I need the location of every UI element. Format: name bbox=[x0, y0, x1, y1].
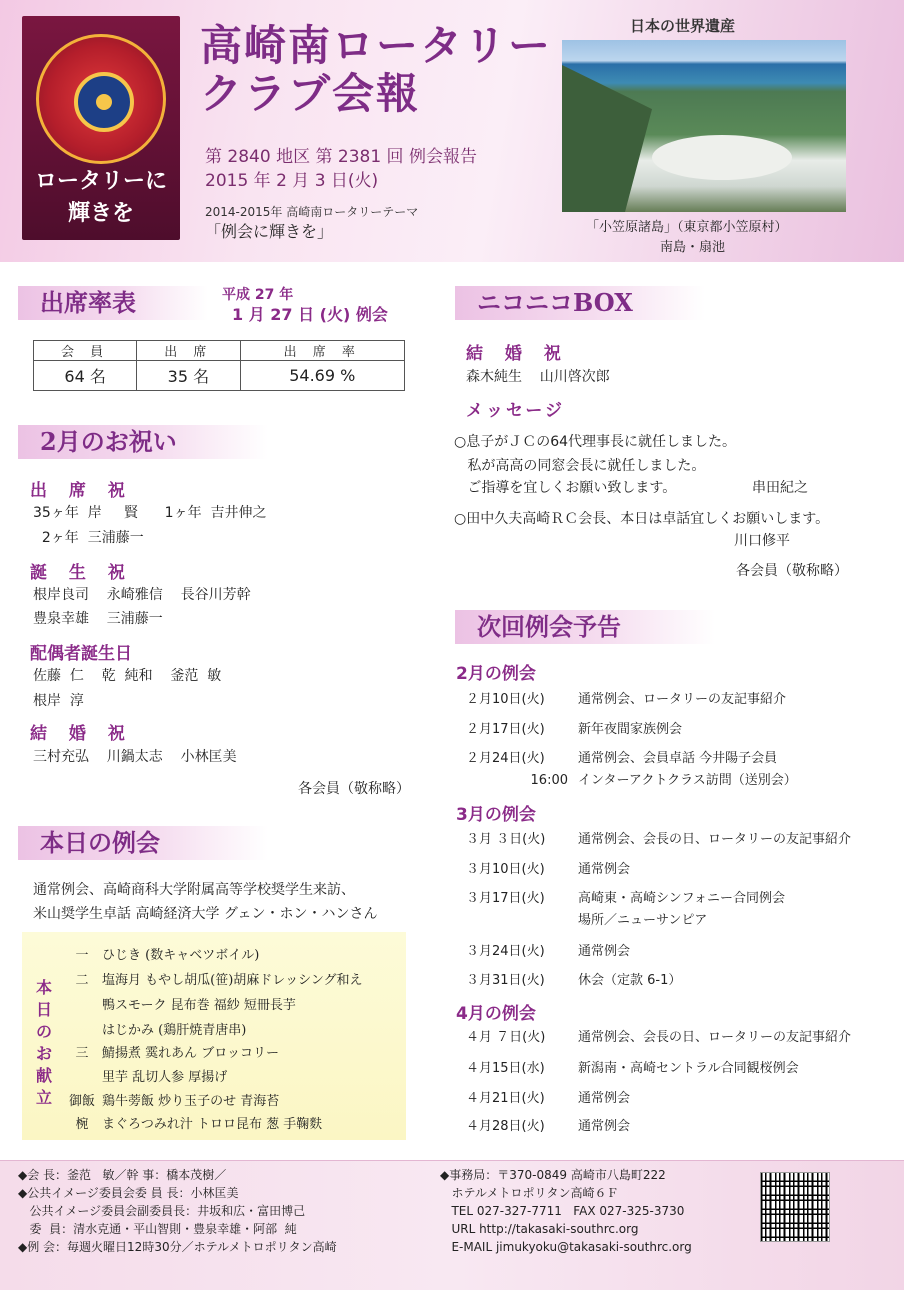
footer-officers: 公共イメージ委員会副委員長：井坂和広・富田博己 bbox=[18, 1204, 306, 1218]
theme-year: 2014-2015年 高崎南ロータリーテーマ bbox=[205, 205, 419, 219]
nikoniko-section-title: ニコニコBOX bbox=[455, 286, 705, 320]
footer-office: ホテルメトロポリタン高崎６Ｆ bbox=[440, 1186, 619, 1200]
photo-caption: 「小笠原諸島」（東京都小笠原村） bbox=[586, 220, 788, 235]
schedule-item: ３月24日(火) 通常例会 bbox=[466, 944, 631, 959]
footer-officers: 委 員：清水克通・平山智則・豊泉幸雄・阿部 純 bbox=[18, 1222, 297, 1236]
footer-officers: ◆公共イメージ委員会委 員 長：小林匡美 bbox=[18, 1186, 239, 1200]
table-cell: 54.69 % bbox=[240, 361, 405, 391]
attendance-date: 1 月 27 日 (火) 例会 bbox=[232, 305, 388, 324]
schedule-item: ４月21日(火) 通常例会 bbox=[466, 1091, 631, 1106]
list-item: 佐藤 仁 乾 純和 釜范 敏 bbox=[33, 668, 222, 684]
list-item: 35ヶ年 岸 賢 1ヶ年 吉井伸之 bbox=[33, 505, 267, 521]
today-description: 米山奨学生卓話 高崎経済大学 グェン・ホン・ハンさん bbox=[33, 906, 378, 922]
message-signer: 川口修平 bbox=[734, 533, 790, 549]
list-item: 2ヶ年 三浦藤一 bbox=[33, 530, 144, 546]
schedule-item: ４月 ７日(火) 通常例会、会長の日、ロータリーの友記事紹介 bbox=[466, 1030, 852, 1045]
club-theme: 「例会に輝きを」 bbox=[205, 222, 334, 241]
table-header: 出 席 率 bbox=[240, 341, 405, 361]
table-cell: 35 名 bbox=[137, 361, 240, 391]
meeting-info: 第 2840 地区 第 2381 回 例会報告 2015 年 2 月 3 日(火) bbox=[205, 147, 477, 191]
lantern-emblem bbox=[36, 34, 166, 164]
schedule-item: ２月10日(火) 通常例会、ロータリーの友記事紹介 bbox=[466, 692, 787, 707]
menu-row: 二 塩海月 もやし胡瓜(笹)胡麻ドレッシング和え bbox=[75, 973, 363, 988]
menu-row: 鴨スモーク 昆布巻 福紗 短冊長芋 bbox=[102, 998, 296, 1013]
honorific-note: 各会員（敬称略） bbox=[736, 563, 848, 579]
rotary-wheel-icon bbox=[74, 72, 134, 132]
menu-row: はじかみ (鶏肝焼青唐串) bbox=[102, 1023, 247, 1038]
attendance-table bbox=[33, 340, 405, 391]
list-item: 豊泉幸雄 三浦藤一 bbox=[33, 611, 163, 627]
heritage-photo bbox=[562, 40, 846, 212]
menu-row: 御飯 鶏牛蒡飯 炒り玉子のせ 青海苔 bbox=[68, 1094, 280, 1109]
menu-row: 一 ひじき (数キャベツボイル) bbox=[75, 948, 260, 963]
today-section-title: 本日の例会 bbox=[18, 826, 268, 860]
schedule-item: ２月24日(火) 通常例会、会員卓話 今井陽子会員 bbox=[466, 751, 778, 766]
message-line: 私が高高の同窓会長に就任しました。 bbox=[454, 458, 706, 474]
footer-meeting-time: ◆例 会：毎週火曜日12時30分／ホテルメトロポリタン高崎 bbox=[18, 1240, 337, 1254]
schedule-item: ４月15日(水) 新潟南・高崎セントラル合同観桜例会 bbox=[466, 1061, 799, 1076]
message-line: ご指導を宜しくお願い致します。 bbox=[454, 480, 677, 496]
spouse-birthday-title: 配偶者誕生日 bbox=[30, 644, 132, 664]
schedule-item: ４月28日(火) 通常例会 bbox=[466, 1119, 631, 1134]
schedule-item: 場所／ニューサンピア bbox=[578, 913, 708, 928]
attendance-date-year: 平成 27 年 bbox=[222, 287, 294, 303]
month-title: 3月の例会 bbox=[456, 805, 536, 825]
newsletter-header bbox=[0, 0, 904, 262]
rotary-theme-logo bbox=[22, 16, 180, 240]
list-item: 根岸良司 永崎雅信 長谷川芳幹 bbox=[33, 587, 251, 603]
message-title: メッセージ bbox=[466, 401, 565, 421]
qr-code-icon bbox=[760, 1172, 830, 1242]
logo-caption: ロータリーに 輝きを bbox=[34, 169, 167, 226]
footer-officers: ◆会 長：釜范 敏／幹 事：橋本茂樹／ bbox=[18, 1168, 227, 1182]
menu-box bbox=[22, 932, 406, 1140]
table-header: 会 員 bbox=[34, 341, 137, 361]
today-description: 通常例会、高崎商科大学附属高等学校奨学生来訪、 bbox=[33, 882, 355, 898]
newsletter-title: 高崎南ロータリー クラブ会報 bbox=[200, 21, 553, 118]
list-item: 三村充弘 川鍋太志 小林匡美 bbox=[33, 749, 237, 765]
menu-row: 里芋 乱切人参 厚揚げ bbox=[102, 1070, 228, 1085]
schedule-item: ２月17日(火) 新年夜間家族例会 bbox=[466, 722, 683, 737]
schedule-item: ３月17日(火) 高崎東・高崎シンフォニー合同例会 bbox=[466, 891, 786, 906]
attendance-section-title: 出席率表 bbox=[18, 286, 208, 320]
footer-email[interactable]: E-MAIL jimukyoku@takasaki-southrc.org bbox=[440, 1240, 692, 1254]
schedule-item: ３月31日(火) 休会（定款 6-1） bbox=[466, 973, 682, 988]
schedule-item: ３月10日(火) 通常例会 bbox=[466, 862, 631, 877]
month-title: 2月の例会 bbox=[456, 664, 536, 684]
footer-phone: TEL 027-327-7711 FAX 027-325-3730 bbox=[440, 1204, 685, 1218]
celebrations-section-title: 2月のお祝い bbox=[18, 425, 268, 459]
photo-caption-sub: 南島・扇池 bbox=[660, 240, 726, 255]
footer-url[interactable]: URL http://takasaki-southrc.org bbox=[440, 1222, 639, 1236]
next-section-title: 次回例会予告 bbox=[455, 610, 715, 644]
schedule-item: 16:00 インターアクトクラス訪問（送別会） bbox=[530, 773, 797, 788]
schedule-item: ３月 ３日(火) 通常例会、会長の日、ロータリーの友記事紹介 bbox=[466, 832, 852, 847]
menu-label: 本日のお献立 bbox=[35, 978, 52, 1107]
attendance-celebration-title: 出 席 祝 bbox=[30, 481, 133, 501]
menu-row: 椀 まぐろつみれ汁 トロロ昆布 葱 手鞠麩 bbox=[75, 1117, 323, 1132]
message-line: ○田中久夫高崎ＲＣ会長、本日は卓話宜しくお願いします。 bbox=[454, 511, 830, 527]
footer-office: ◆事務局：〒370-0849 高崎市八島町222 bbox=[440, 1168, 666, 1182]
list-item: 根岸 淳 bbox=[33, 693, 84, 709]
menu-row: 三 鯖揚煮 霙れあん ブロッコリー bbox=[75, 1046, 280, 1061]
table-cell: 64 名 bbox=[34, 361, 137, 391]
message-line: ○息子がＪＣの64代理事長に就任しました。 bbox=[454, 434, 737, 450]
heritage-title: 日本の世界遺産 bbox=[630, 17, 736, 35]
list-item: 森木純生 山川啓次郎 bbox=[466, 369, 610, 385]
month-title: 4月の例会 bbox=[456, 1004, 536, 1024]
wedding-title: 結 婚 祝 bbox=[30, 724, 133, 744]
table-header: 出 席 bbox=[137, 341, 240, 361]
birthday-title: 誕 生 祝 bbox=[30, 563, 133, 583]
message-signer: 串田紀之 bbox=[752, 480, 808, 496]
nikoniko-wedding-title: 結 婚 祝 bbox=[466, 344, 569, 364]
honorific-note: 各会員（敬称略） bbox=[298, 781, 410, 797]
